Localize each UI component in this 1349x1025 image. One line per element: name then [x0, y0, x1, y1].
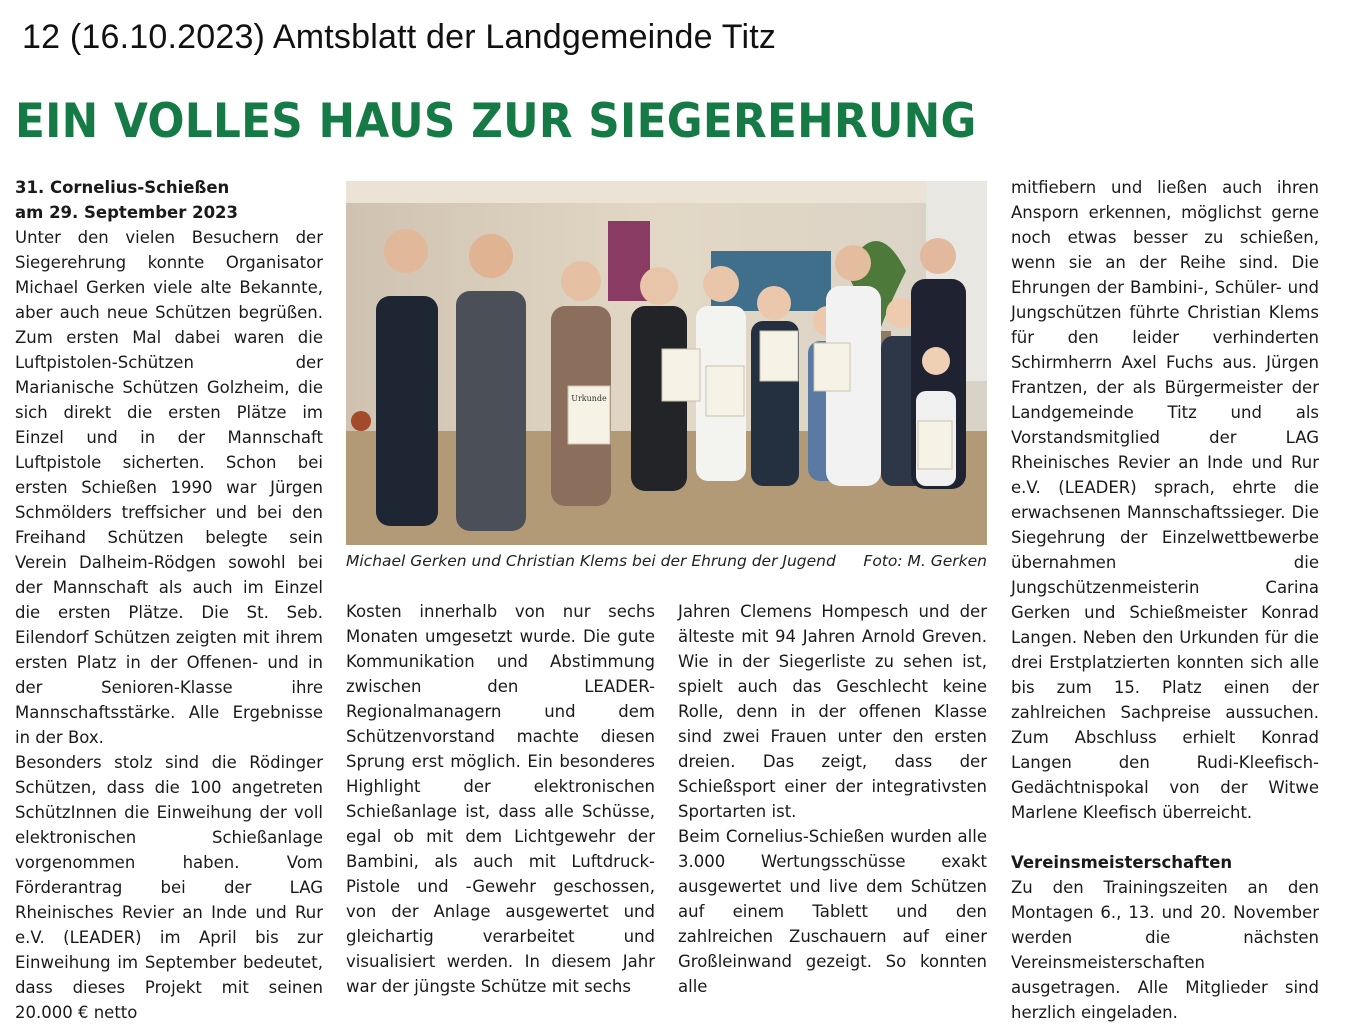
paragraph: Zu den Trainingszeiten an den Montagen 6., 13. und 20. November werden die nächsten Vereinsmeisterschaften ausgetragen. Alle Mitglieder sind herzlich eingeladen.: [1011, 878, 1319, 1022]
paragraph: Beim Cornelius-Schießen wurden alle 3.000 Wertungsschüsse exakt ausgewertet und live dem Schützen auf einem Tablett und den zahlreichen Zuschauern auf einer Großleinwand gezeigt. So konnten alle: [678, 827, 987, 996]
page-header: 12 (16.10.2023) Amtsblatt der Landgemeinde Titz: [22, 18, 777, 56]
paragraph: mitfiebern und ließen auch ihren Ansporn erkennen, möglichst gerne noch etwas besser zu schießen, wenn sie an der Reihe sind. Die Ehrungen der Bambini-, Schüler- und Jungschützen führte Christian Klems für den leider verhinderten Schirmherrn Axel Fuchs aus. Jürgen Frantzen, der als Bürgermeister der Landgemeinde Titz und als Vorstandsmitglied der LAG Rheinisches Revier an Inde und Rur e.V. (LEADER) sprach, ehrte die erwachsenen Mannschaftssieger. Die Siegehrung der Einzelwettbewerbe übernahmen die Jungschützenmeisterin Carina Gerken und Schießmeister Konrad Langen. Neben den Urkunden für die drei Erstplatzierten konnten sich alle bis zum 15. Platz einen der zahlreichen Sachpreise aussuchen. Zum Abschluss erhielt Konrad Langen den Rudi-Kleefisch-Gedächtnispokal von der Witwe Marlene Kleefisch überreicht.: [1011, 178, 1319, 822]
paragraph: Jahren Clemens Hompesch und der älteste mit 94 Jahren Arnold Greven. Wie in der Siegerliste zu sehen ist, spielt auch das Geschlecht keine Rolle, denn in der offenen Klasse sind zwei Frauen unter den ersten dreien. Das zeigt, dass der Schießsport einer der integrativsten Sportarten ist.: [678, 602, 987, 821]
column-1: [15, 175, 323, 1025]
article-headline: EIN VOLLES HAUS ZUR SIEGEREHRUNG: [15, 94, 977, 149]
column-2: [346, 599, 655, 999]
column-4: [1011, 175, 1319, 1025]
section-heading: Vereinsmeisterschaften: [1011, 853, 1233, 872]
certificate-label: Urkunde: [571, 394, 607, 403]
paragraph: Besonders stolz sind die Rödinger Schützen, dass die 100 angetreten SchützInnen die Einweihung der voll elektronischen Schießanlage vorgenommen haben. Vom Förderantrag bei der LAG Rheinisches Revier an Inde und Rur e.V. (LEADER) im April bis zur Einweihung im September bedeutet, dass dieses Projekt mit seinen 20.000 € netto: [15, 753, 323, 1022]
group-photo: [346, 181, 987, 545]
paragraph: Kosten innerhalb von nur sechs Monaten umgesetzt wurde. Die gute Kommunikation und Abstimmung zwischen den LEADER-Regionalmanagern und dem Schützenvorstand machte diesen Sprung erst möglich. Ein besonderes Highlight der elektronischen Schießanlage ist, dass alle Schüsse, egal ob mit dem Lichtgewehr der Bambini, als auch mit Luftdruck-Pistole und -Gewehr geschossen, von der Anlage ausgewertet und gleichartig verarbeitet und visualisiert werden. In diesem Jahr war der jüngste Schütze mit sechs: [346, 602, 655, 996]
subheading-line-1: 31. Cornelius-Schießen: [15, 178, 230, 197]
photo-credit: Foto: M. Gerken: [863, 552, 987, 570]
caption-text: Michael Gerken und Christian Klems bei der Ehrung der Jugend: [346, 552, 836, 570]
photo-caption: [346, 552, 987, 570]
column-3: [678, 599, 987, 999]
paragraph: Unter den vielen Besuchern der Siegerehrung konnte Organisator Michael Gerken viele alte Bekannte, aber auch neue Schützen begrüßen. Zum ersten Mal dabei waren die Luftpistolen-Schützen der Marianische Schützen Golzheim, die sich direkt die ersten Plätze im Einzel und in der Mannschaft Luftpistole sicherten. Schon bei ersten Schießen 1990 war Jürgen Schmölders treffsicher und bei den Freihand Schützen belegte sein Verein Dalheim-Rödgen sowohl bei der Mannschaft als auch im Einzel die ersten Plätze. Die St. Seb. Eilendorf Schützen zeigten mit ihrem ersten Platz in der Offenen- und in der Senioren-Klasse ihre Mannschaftsstärke. Alle Ergebnisse in der Box.: [15, 228, 323, 747]
subheading-line-2: am 29. September 2023: [15, 203, 239, 222]
photo-illustration: [346, 181, 987, 545]
